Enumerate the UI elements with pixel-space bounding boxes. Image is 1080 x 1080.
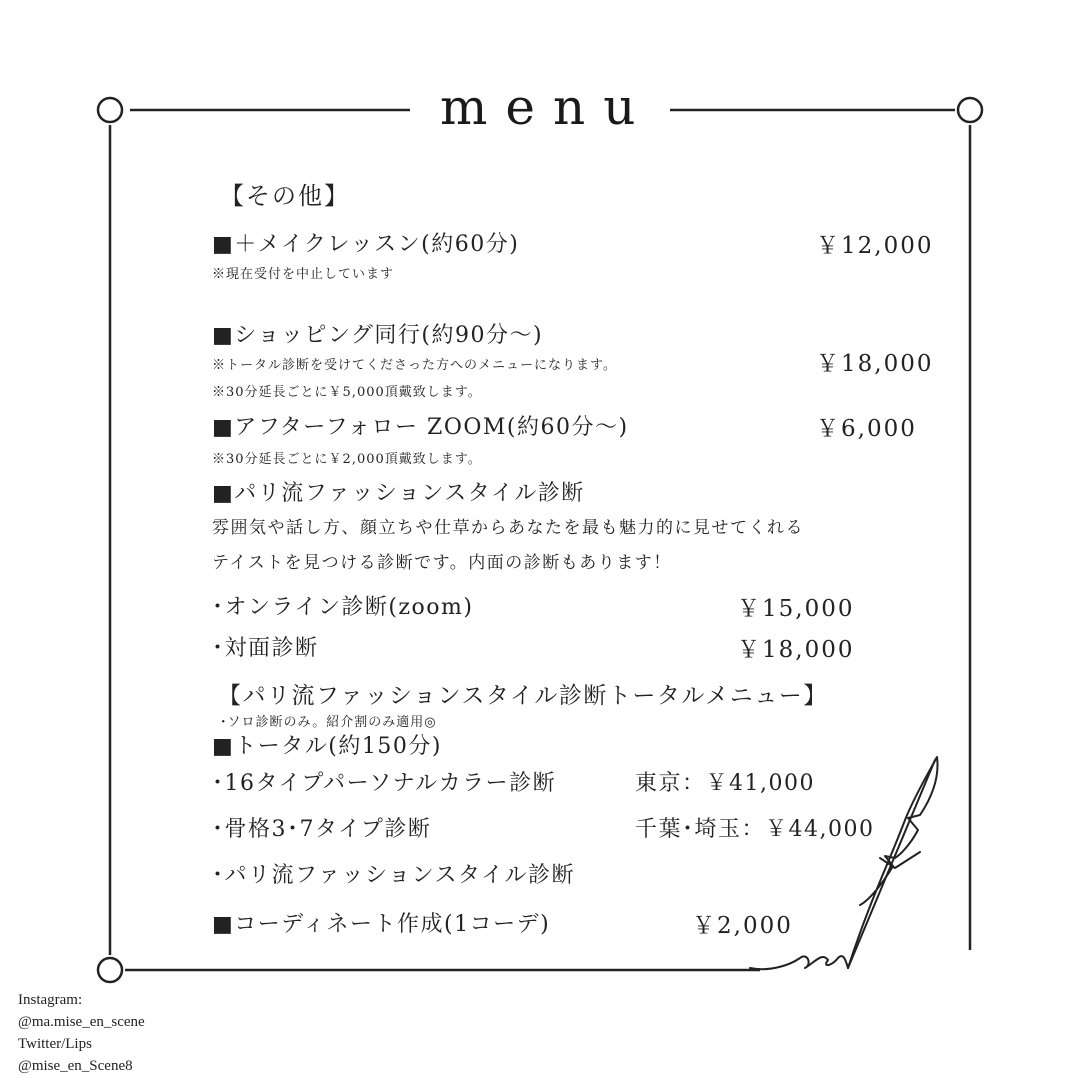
footer-instagram-label: Instagram: — [18, 992, 83, 1008]
note-makeup-lesson: ※現在受付を中止しています — [212, 267, 395, 282]
menu-item-in-person: ･対面診断 — [212, 636, 319, 661]
menu-item-total: ■トータル(約150分) — [212, 734, 442, 759]
note-shopping-1: ※トータル診断を受けてくださった方へのメニューになります。 — [212, 358, 617, 373]
footer-twitter-handle: @mise_en_Scene8 — [18, 1058, 133, 1074]
page-title: menu — [440, 78, 654, 136]
price-online: ￥15,000 — [737, 596, 855, 622]
price-total-chiba-saitama: 千葉･埼玉：￥44,000 — [635, 817, 875, 842]
price-in-person: ￥18,000 — [737, 637, 855, 663]
desc-paris-style-1: 雰囲気や話し方、顔立ちや仕草からあなたを最も魅力的に見せてくれる — [212, 518, 804, 538]
menu-item-shopping: ■ショッピング同行(約90分～) — [212, 323, 544, 348]
total-item-skeleton: ･骨格3･7タイプ診断 — [212, 817, 432, 842]
price-makeup-lesson: ￥12,000 — [816, 233, 934, 259]
menu-item-online: ･オンライン診断(zoom) — [212, 595, 474, 620]
menu-item-paris-style: ■パリ流ファッションスタイル診断 — [212, 481, 585, 506]
note-total-menu: ･ソロ診断のみ。紹介割のみ適用◎ — [220, 715, 437, 730]
desc-paris-style-2: テイストを見つける診断です。内面の診断もあります！ — [212, 553, 672, 573]
section-heading-total-menu: 【パリ流ファッションスタイル診断トータルメニュー】 — [218, 683, 828, 709]
corner-circle-top-left — [98, 98, 122, 122]
note-after-follow: ※30分延長ごとに￥2,000頂戴致します。 — [212, 452, 482, 467]
price-after-follow: ￥6,000 — [816, 416, 917, 442]
total-item-paris-style: ･パリ流ファッションスタイル診断 — [212, 863, 576, 888]
footer-social — [18, 989, 145, 1077]
note-shopping-2: ※30分延長ごとに￥5,000頂戴致します。 — [212, 385, 482, 400]
menu-item-after-follow: ■アフターフォロー ZOOM(約60分～) — [212, 415, 629, 440]
footer-twitter-label: Twitter/Lips — [18, 1036, 92, 1052]
price-total-tokyo: 東京：￥41,000 — [635, 771, 815, 796]
menu-item-coordinate: ■コーディネート作成(1コーデ) — [212, 912, 551, 937]
price-coordinate: ￥2,000 — [692, 913, 793, 939]
section-heading-other: 【その他】 — [220, 182, 350, 210]
corner-circle-top-right — [958, 98, 982, 122]
footer-instagram-handle: @ma.mise_en_scene — [18, 1014, 145, 1030]
price-shopping: ￥18,000 — [816, 351, 934, 377]
corner-circle-bottom-left — [98, 958, 122, 982]
total-item-personal-color: ･16タイプパーソナルカラー診断 — [212, 771, 557, 796]
menu-item-makeup-lesson: ■＋メイクレッスン(約60分) — [212, 232, 520, 257]
